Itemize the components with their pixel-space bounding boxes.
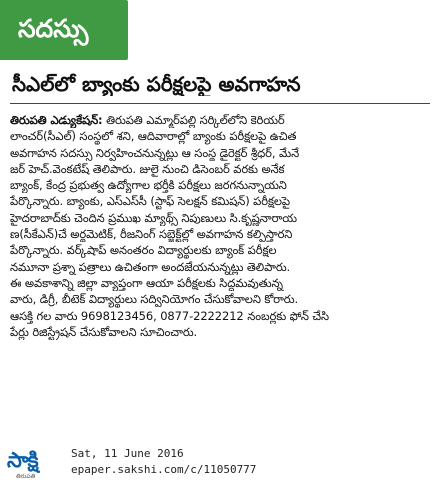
- article-line: హైదరాబాద్‌కు చెందిన ప్రముఖ మ్యాథ్స్ నిపుణులు సి.కృష్ణనారాయ: [10, 210, 297, 225]
- article-headline: సీఎల్‌లో బ్యాంకు పరీక్షలపై అవగాహన: [12, 72, 301, 96]
- headline-divider: [10, 103, 430, 104]
- article-dateline: తిరుపతి ఎడ్యుకేషన్:: [10, 113, 103, 127]
- article-line: పేర్కొన్నారు. బ్యాంకు, ఎస్‌ఎస్‌సీ (స్టాఫ్ సెలక్షన్ కమిషన్) పరీక్షలపై: [10, 194, 291, 209]
- section-label-bar: [0, 0, 128, 60]
- article-line: పేర్కొన్నారు. వర్క్‌షాప్ అనంతరం విద్యార్థులకు బ్యాంక్ పరీక్షల: [10, 243, 277, 258]
- article-line: జర్ హెచ్.వెంకటేష్ తెలిపారు. జులై నుంచి డిసెంబర్ వరకు అనేక: [10, 161, 285, 176]
- article-line: వారు, డిగ్రీ, బీటెక్ విద్యార్థులు సద్వినియోగం చేసుకోవాలని కోరారు.: [10, 292, 299, 307]
- article-line: [10, 112, 430, 128]
- epaper-link[interactable]: epaper.sakshi.com/c/11050777: [71, 463, 257, 476]
- article-line: నమూనా ప్రశ్నా పత్రాలు ఉచితంగా అందజేయనున్నట్లు తెలిపారు.: [10, 259, 291, 274]
- logo-subtext: తిరుపతి: [16, 473, 36, 480]
- article-line: పేర్లు రిజిస్ట్రేషన్ చేసుకోవాలని సూచించారు.: [10, 324, 198, 339]
- logo-text: సాక్షి: [7, 448, 38, 472]
- article-line: బ్యాంక్, కేంద్ర ప్రభుత్వ ఉద్యోగాల భర్తీకి పరీక్షలు జరగనున్నాయని: [10, 178, 287, 193]
- footer: [0, 443, 441, 485]
- article-line: ఈ అవకాశాన్ని జిల్లా వ్యాప్తంగా ఆయా పరీక్షలకు సిద్ధమవుతున్న: [10, 275, 283, 290]
- article-line: అవగాహన సదస్సు నిర్వహించనున్నట్లు ఆ సంస్థ డైరెక్టర్ శ్రీధర్, మేనే: [10, 145, 300, 160]
- article-line: ణ(సీకేఎన్)చే అర్థమెటిక్, రీజనింగ్ సబ్జెక్ట్‌ల్లో అవగాహన కల్పిస్తారని: [10, 227, 293, 242]
- article-line: లాంచర్(సీఎల్) సంస్థలో శని, ఆదివారాల్లో బ్యాంకు పరీక్షలపై ఉచిత: [10, 129, 297, 144]
- publication-date: Sat, 11 June 2016: [71, 447, 184, 460]
- article-line: ఆసక్తి గల వారు 9698123456, 0877-2222212 నంబర్లకు ఫోన్ చేసి: [10, 308, 330, 323]
- sakshi-logo: [2, 445, 64, 483]
- section-title: సదస్సు: [18, 14, 89, 43]
- section-header: [0, 0, 441, 62]
- article-line-text: తిరుపతి ఎమ్మార్‌పల్లి సర్కిల్‌లోని కెరియర్: [102, 113, 285, 127]
- article-body: [10, 112, 430, 340]
